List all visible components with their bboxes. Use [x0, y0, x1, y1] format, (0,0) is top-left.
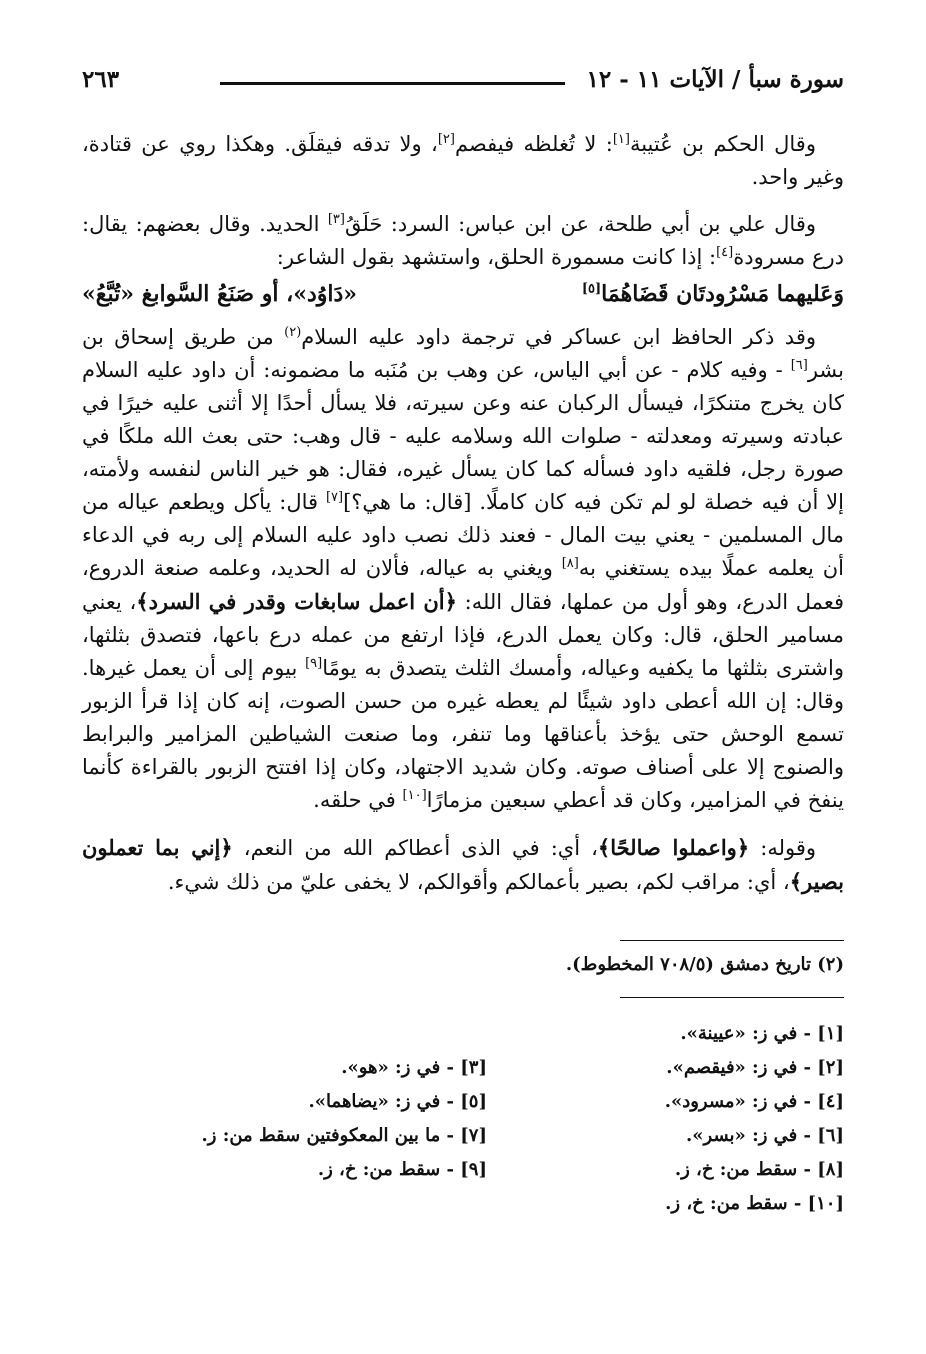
variant-notes-separator	[620, 997, 844, 998]
text-run: بيوم إلى أن يعمل غيرها. وقال: إن الله أعطى داود شيئًا لم يعطه غيره من حسن الصوت، إنه كان إذا قرأ الزبور تسمع الوحش حتى يؤخذ بأعناقها وما تنفر، وما صنعت الشياطين المزامير والبرابط والصنوج إلا على أصناف صوته. وكان شديد الاجتهاد، وكان إذا افتتح الزبور بالقراءة كأنما ينفخ في المزامير، وكان قد أعطي سبعين مزمارًا	[82, 656, 844, 812]
footnote-marker: [٨]	[561, 556, 579, 571]
header-rule	[220, 82, 565, 85]
text-run: : إذا كانت مسمورة الحلق، واستشهد بقول الشاعر:	[276, 245, 717, 269]
text-run: الحديد. وقال بعضهم: يقال: درع مسرودة	[82, 212, 844, 269]
variant-note: [١٠] - سقط من: خ، ز.	[665, 1192, 844, 1214]
text-run: وقال الحكم بن عُتيبة	[629, 132, 816, 156]
variant-note: [٣] - في ز: «هو».	[341, 1056, 487, 1078]
text-run: : لا تُغلظه فيفصم	[454, 132, 613, 156]
text-run: في حلقه.	[313, 788, 403, 812]
page-header	[82, 62, 844, 102]
main-text	[82, 128, 844, 913]
text-run: وقال علي بن أبي طلحة، عن ابن عباس: السرد: حَلَقُ	[344, 212, 816, 236]
footnote-marker: [٥]	[581, 281, 602, 297]
text-run: ، يعني مسامير الحلق، قال: وكان يعمل الدرع، فإذا ارتفع من عمله درع باعها، فتصدق بثلثها، واشترى بثلثها ما يكفيه وعياله، وأمسك الثلث يتصدق به يومًا	[82, 590, 844, 680]
variant-note-row	[130, 1152, 844, 1186]
text-run: وقوله:	[749, 836, 816, 860]
quran-quote: ﴿أن اعمل سابغات وقدر في السرد﴾	[136, 589, 457, 614]
text-run: ، أي: مراقب لكم، بصير بأعمالكم وأقوالكم، لا يخفى عليّ من ذلك شيء.	[167, 870, 790, 894]
footnote-marker: [٤]	[716, 245, 734, 260]
main-paragraphs	[82, 321, 844, 899]
running-title: سورة سبأ / الآيات ١١ - ١٢	[586, 66, 844, 93]
footnote-separator	[620, 940, 844, 941]
text-run: ، ولا تدقه فيقلَق. وهكذا روي عن قتادة، وغير واحد.	[82, 132, 844, 189]
footnote-marker: [٦]	[790, 358, 808, 373]
variant-note: [٤] - في ز: «مسرود».	[664, 1090, 844, 1112]
variant-note-row	[130, 1084, 844, 1118]
quran-quote: ﴿واعملوا صالحًا﴾	[597, 835, 750, 860]
text-run: قال: يأكل ويطعم عياله من مال المسلمين - يعني بيت المال - فعند ذلك نصب داود عليه السلام إلى ربه في الدعاء أن يعلمه عملًا بيده يستغني به	[82, 490, 845, 580]
footnote-marker: (٢)	[284, 325, 302, 340]
variant-note: [٨] - سقط من: خ، ز.	[674, 1158, 844, 1180]
quran-quote: ﴿إني بما تعملون بصير﴾	[82, 835, 844, 894]
paragraph	[82, 128, 844, 194]
variant-note: [٢] - في ز: «فيقصم».	[666, 1056, 844, 1078]
paragraph	[82, 321, 844, 817]
variant-note-row	[130, 1050, 844, 1084]
opening-paragraphs	[82, 128, 844, 274]
variant-note-row	[130, 1186, 844, 1220]
text-run: - وفيه كلام - عن أبي الياس، عن وهب بن مُنَبه ما مضمونه: أن داود عليه السلام كان يخرج متنكرًا، فيسأل الركبان عنه وعن سيرته، فلا يسأل أحدًا إلا أثنى عليه خيرًا في عبادته وسيرته ومعدلته - صلوات الله وسلامه عليه - قال وهب: حتى بعث الله ملكًا في صورة رجل، فلقيه داود فسأله كما كان يسأل غيره، فقال: هو خير الناس لنفسه ولأمته، إلا أن فيه خصلة لو لم تكن فيه كان كاملًا. [قال: ما هي؟]	[82, 358, 844, 514]
variant-note: [٧] - ما بين المعكوفتين سقط من: ز.	[201, 1124, 487, 1146]
text-run: ، أي: في الذى أعطاكم الله من النعم،	[232, 836, 598, 860]
text-run: ويغني به عياله، فألان له الحديد، وعلمه صنعة الدروع، فعمل الدرع، وهو أول من عملها، فقال الله:	[82, 556, 844, 614]
variant-note: [٥] - في ز: «يضاهما».	[308, 1090, 487, 1112]
footnote-marker: [٣]	[327, 212, 345, 227]
page-number: ٢٦٣	[82, 66, 120, 93]
footnote-marker: [١٠]	[402, 788, 427, 803]
variant-note: [٩] - سقط من: خ، ز.	[317, 1158, 487, 1180]
verse-second-hemistich: «دَاوُد»، أو صَنَعُ السَّوابغ «تُبَّعُ»	[82, 281, 358, 307]
text-run: من طريق إسحاق بن بشر	[82, 325, 844, 382]
footnote-marker: [١]	[612, 132, 630, 147]
verse-first-hemistich: وَعَليهما مَسْرُودتَان قَضَاهُمَا[٥]	[581, 281, 844, 307]
footnote-marker: [٧]	[325, 490, 344, 505]
variant-notes	[130, 1016, 844, 1220]
paragraph	[82, 208, 844, 274]
footnote-marker: [٩]	[305, 656, 323, 671]
variant-note: [٦] - في ز: «بسر».	[686, 1124, 844, 1146]
source-footnote: (٢) تاريخ دمشق (٧٠٨/٥ المخطوط).	[565, 954, 844, 975]
paragraph	[82, 831, 844, 899]
poetry-verse	[82, 278, 844, 311]
variant-note-row	[130, 1118, 844, 1152]
text-run: وقد ذكر الحافظ ابن عساكر في ترجمة داود عليه السلام	[301, 325, 816, 349]
variant-note-row	[130, 1016, 844, 1050]
footnote-marker: [٢]	[437, 132, 455, 147]
variant-note: [١] - في ز: «عيينة».	[680, 1022, 844, 1044]
